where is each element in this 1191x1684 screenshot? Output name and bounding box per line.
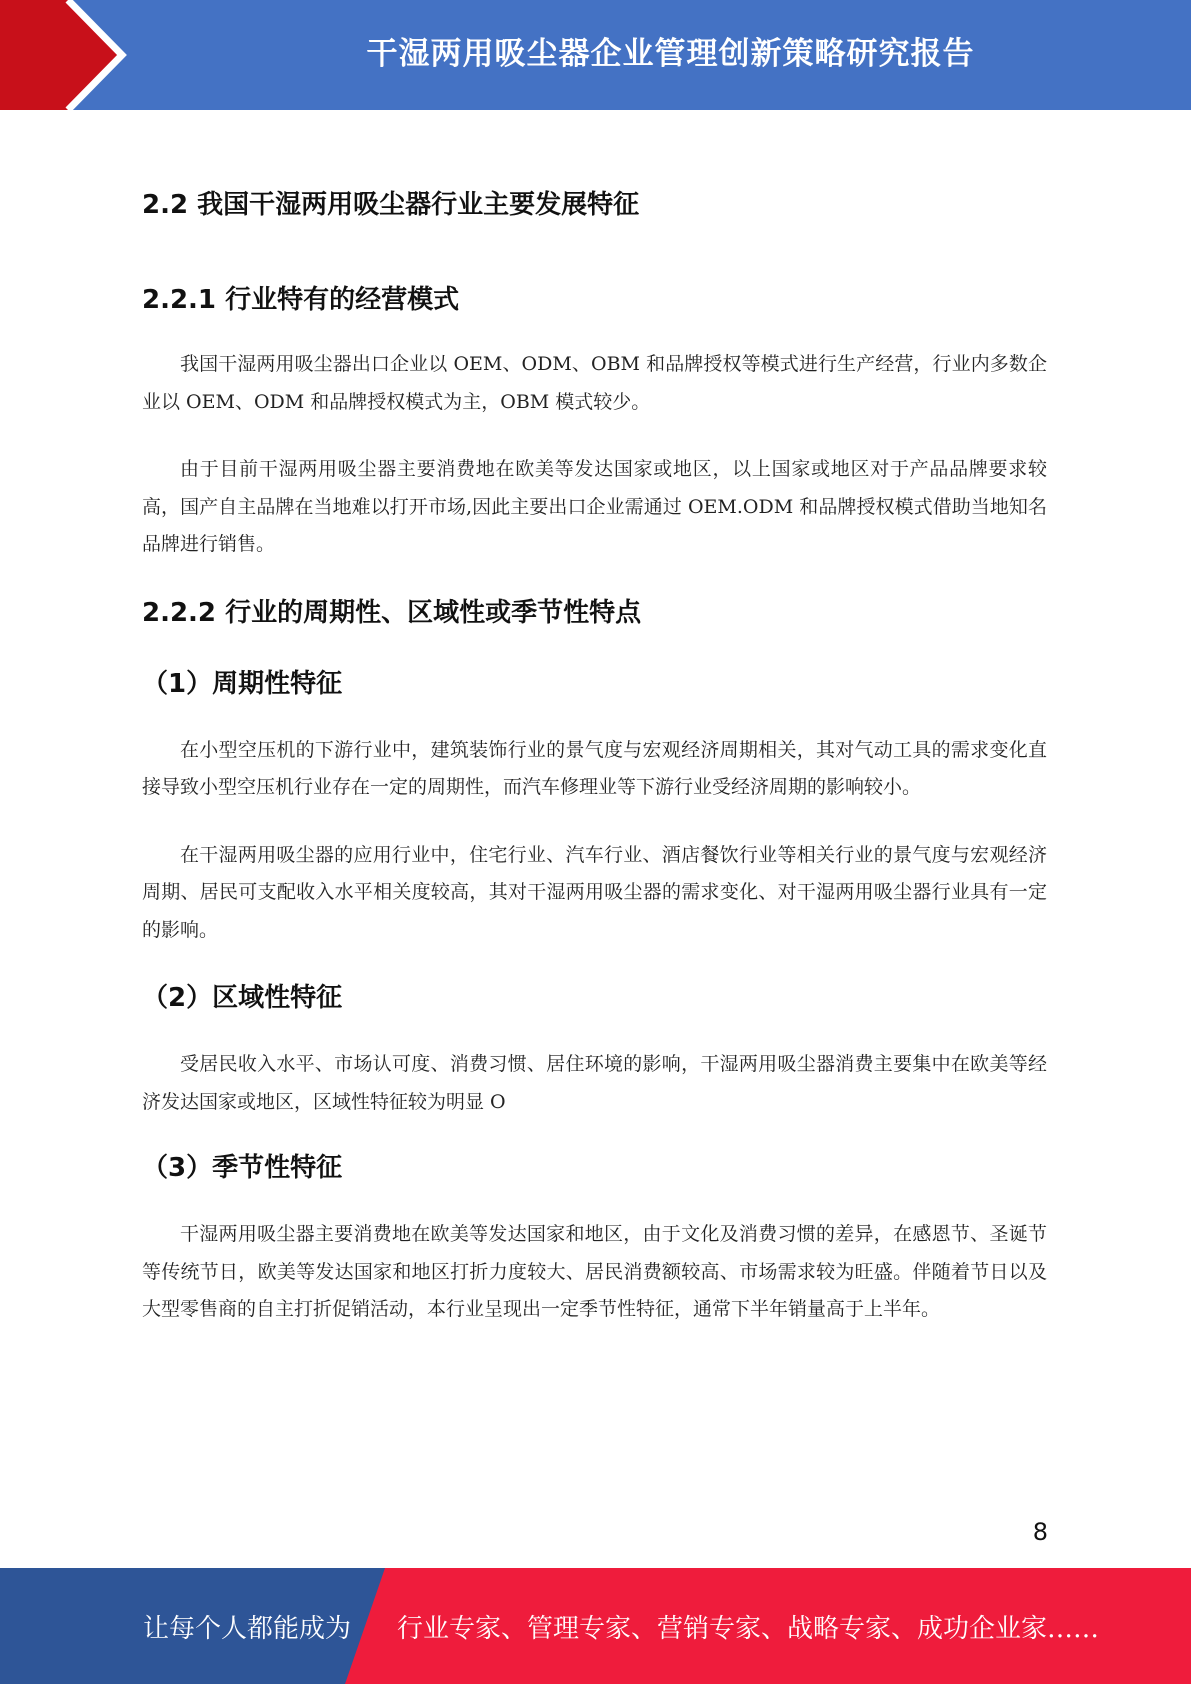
paragraph: 受居民收入水平、市场认可度、消费习惯、居住环境的影响，干湿两用吸尘器消费主要集中在欧美等经济发达国家或地区，区域性特征较为明显 O (142, 1053, 1047, 1113)
paragraph: 干湿两用吸尘器主要消费地在欧美等发达国家和地区，由于文化及消费习惯的差异，在感恩节、圣诞节等传统节日，欧美等发达国家和地区打折力度较大、居民消费额较高、市场需求较为旺盛。伴随着节日以及大型零售商的自主打折促销活动，本行业呈现出一定季节性特征，通常下半年销量高于上半年。 (142, 1223, 1047, 1320)
paragraph: 我国干湿两用吸尘器出口企业以 OEM、ODM、OBM 和品牌授权等模式进行生产经营，行业内多数企业以 OEM、ODM 和品牌授权模式为主，OBM 模式较少。 (142, 353, 1047, 413)
footer-slogan-left: 让每个人都能成为 (143, 1613, 352, 1644)
paragraph: 由于目前干湿两用吸尘器主要消费地在欧美等发达国家或地区，以上国家或地区对于产品品牌要求较高，国产自主品牌在当地难以打开市场,因此主要出口企业需通过 OEM.ODM 和品牌授权模式借助当地知名品牌进行销售。 (142, 458, 1047, 555)
section-heading-2-2: 2.2 我国干湿两用吸尘器行业主要发展特征 (142, 190, 640, 220)
section-heading-2-2-2: 2.2.2 行业的周期性、区域性或季节性特点 (142, 597, 642, 628)
subsection-heading-cyclical: （1）周期性特征 (142, 668, 343, 699)
subsection-heading-regional: （2）区域性特征 (142, 983, 343, 1013)
section-heading-2-2-1: 2.2.1 行业特有的经营模式 (142, 285, 460, 315)
footer-slogan-right: 行业专家、管理专家、营销专家、战略专家、成功企业家…… (397, 1613, 1100, 1644)
paragraph: 在小型空压机的下游行业中，建筑装饰行业的景气度与宏观经济周期相关，其对气动工具的需求变化直接导致小型空压机行业存在一定的周期性，而汽车修理业等下游行业受经济周期的影响较小。 (142, 738, 1047, 798)
paragraph: 在干湿两用吸尘器的应用行业中，住宅行业、汽车行业、酒店餐饮行业等相关行业的景气度与宏观经济周期、居民可支配收入水平相关度较高，其对干湿两用吸尘器的需求变化、对干湿两用吸尘器行业具有一定的影响。 (142, 843, 1047, 941)
report-title: 干湿两用吸尘器企业管理创新策略研究报告 (366, 35, 975, 72)
page-number: 8 (1032, 1518, 1048, 1546)
header-chevron-graphic (0, 0, 160, 110)
header-banner (0, 0, 1191, 110)
page-content (142, 170, 1047, 1329)
subsection-heading-seasonal: （3）季节性特征 (142, 1153, 343, 1183)
footer-banner (0, 1568, 1191, 1684)
